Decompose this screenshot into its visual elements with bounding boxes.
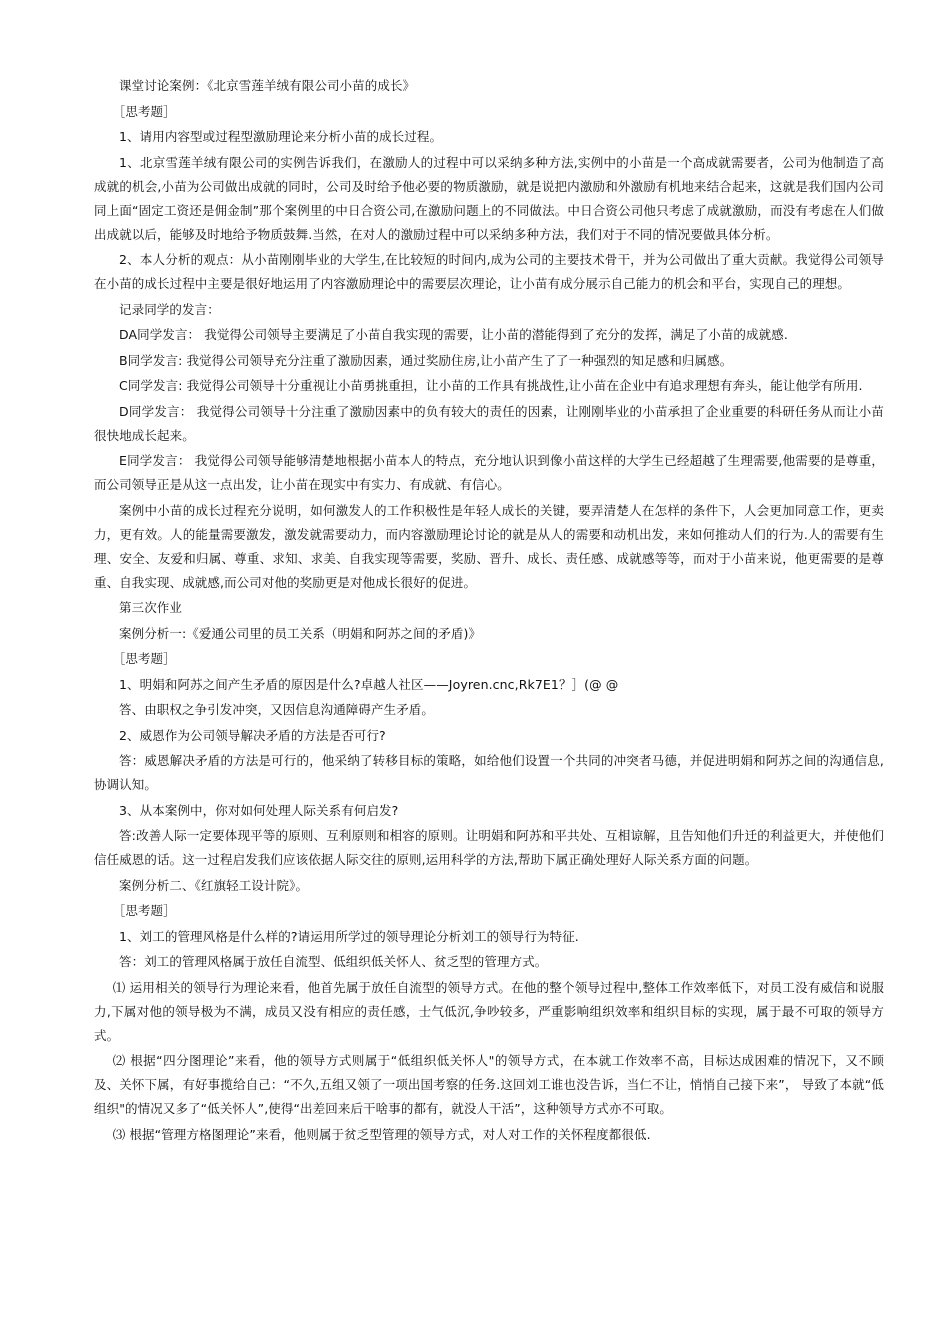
section-label: 记录同学的发言：: [119, 301, 220, 317]
student-comment: D同学发言： 我觉得公司领导十分注重了激励因素中的负有较大的责任的因素，让刚刚毕业的小苗承担了企业重要的科研任务从而让小苗很快地成长起来。: [94, 403, 884, 443]
answer-point: ⑵ 根据“四分图理论”来看，他的领导方式则属于“低组织低关怀人"的领导方式，在本就工作效率不高，目标达成困难的情况下，又不顾及、关怀下属，有好事揽给自己：“不久,五组又领了一项出国考察的任务.这回刘工谁也没告诉，当仁不让，悄悄自己接下来”， 导致了本就“低组织"的情况又多了“低关怀人”,使得“出差回来后干啥事的都有，就没人干活”，这种领导方式亦不可取。: [94, 1053, 884, 1116]
question: 2、威恩作为公司领导解决矛盾的方法是否可行?: [119, 727, 386, 743]
answer-point: ⑶ 根据“管理方格图理论”来看，他则属于贫乏型管理的领导方式，对人对工作的关怀程度都很低.: [112, 1126, 651, 1142]
answer-paragraph: 答:改善人际一定要体现平等的原则、互利原则和相容的原则。让明娟和阿苏和平共处、互相谅解，且告知他们升迁的利益更大，并使他们信任威恩的话。这一过程启发我们应该依据人际交往的原则,运用科学的方法,帮助下属正确处理好人际关系方面的问题。: [94, 828, 884, 867]
question: 1、刘工的管理风格是什么样的?请运用所学过的领导理论分析刘工的领导行为特征.: [119, 928, 579, 944]
student-comment: B同学发言: 我觉得公司领导充分注重了激励因素，通过奖励住房,让小苗产生了了一种强烈的知足感和归属感。: [119, 352, 733, 368]
question-header: ［思考题］: [112, 103, 176, 119]
case-title: 案例分析一:《爱通公司里的员工关系（明娟和阿苏之间的矛盾)》: [119, 625, 482, 641]
student-comment: E同学发言： 我觉得公司领导能够清楚地根据小苗本人的特点，充分地认识到像小苗这样的大学生已经超越了生理需要,他需要的是尊重，而公司领导正是从这一点出发，让小苗在现实中有实力、有成就、有信心。: [94, 453, 884, 492]
summary-paragraph: 案例中小苗的成长过程充分说明，如何激发人的工作积极性是年轻人成长的关键，要弄清楚人在怎样的条件下，人会更加同意工作，更卖力，更有效。人的能量需要激发，激发就需要动力，而内容激励理论讨论的就是从人的需要和动机出发，来如何推动人们的行为.人的需要有生理、安全、友爱和归属、尊重、求知、求美、自我实现等需要，奖励、晋升、成长、责任感、成就感等等，而对于小苗来说，他更需要的是尊重、自我实现、成就感,而公司对他的奖励更是对他成长很好的促进。: [94, 502, 884, 590]
answer-paragraph: 1、北京雪莲羊绒有限公司的实例告诉我们，在激励人的过程中可以采纳多种方法,实例中的小苗是一个高成就需要者，公司为他制造了高成就的机会,小苗为公司做出成就的同时，公司及时给予他必要的物质激励，就是说把内激励和外激励有机地来结合起来，这就是我们国内公司同上面“固定工资还是佣金制”那个案例里的中日合资公司,在激励问题上的不同做法。中日合资公司他只考虑了成就激励，而没有考虑在人们做出成就以后，能够及时地给予物质鼓舞.当然，在对人的激励过程中可以采纳多种方法，我们对于不同的情况要做具体分析。: [94, 154, 884, 242]
answer-paragraph: 答：刘工的管理风格属于放任自流型、低组织低关怀人、贫乏型的管理方式。: [119, 954, 548, 969]
question-header: ［思考题］: [112, 903, 176, 918]
student-comment: DA同学发言： 我觉得公司领导主要满足了小苗自我实现的需要，让小苗的潜能得到了充分的发挥，满足了小苗的成就感.: [119, 327, 788, 342]
assignment-heading: 第三次作业: [119, 600, 183, 615]
question: 1、请用内容型或过程型激励理论来分析小苗的成长过程。: [119, 129, 443, 144]
student-comment: C同学发言: 我觉得公司领导十分重视让小苗勇挑重担，让小苗的工作具有挑战性,让小苗在企业中有追求理想有奔头，能让他学有所用.: [119, 378, 863, 393]
answer-paragraph: 答、由职权之争引发冲突，又因信息沟通障碍产生矛盾。: [119, 702, 435, 717]
question: 1、明娟和阿苏之间产生矛盾的原因是什么?卓越人社区——Joyren.cnc,Rk7E1？］(@ @: [119, 676, 619, 692]
answer-point: ⑴ 运用相关的领导行为理论来看，他首先属于放任自流型的领导方式。在他的整个领导过程中,整体工作效率低下，对员工没有威信和说服力,下属对他的领导极为不满，成员又没有相应的责任感，士气低沉,争吵较多，严重影响组织效率和组织目标的实现，属于最不可取的领导方式。: [94, 979, 884, 1043]
case-title: 案例分析二、《红旗轻工设计院》。: [119, 877, 309, 893]
answer-paragraph: 答：威恩解决矛盾的方法是可行的，他采纳了转移目标的策略，如给他们设置一个共同的冲突者马德，并促进明娟和阿苏之间的沟通信息,协调认知。: [94, 753, 884, 792]
question-header: ［思考题］: [112, 651, 176, 666]
document-page: [94, 74, 884, 1148]
answer-paragraph: 2、本人分析的观点：从小苗刚刚毕业的大学生,在比较短的时间内,成为公司的主要技术骨干，并为公司做出了重大贡献。我觉得公司领导在小苗的成长过程中主要是很好地运用了内容激励理论中的需要层次理论，让小苗有成分展示自己能力的机会和平台，实现自己的理想。: [94, 252, 884, 291]
case-title: 课堂讨论案例：《北京雪莲羊绒有限公司小苗的成长》: [119, 78, 416, 93]
question: 3、从本案例中，你对如何处理人际关系有何启发?: [119, 802, 399, 818]
